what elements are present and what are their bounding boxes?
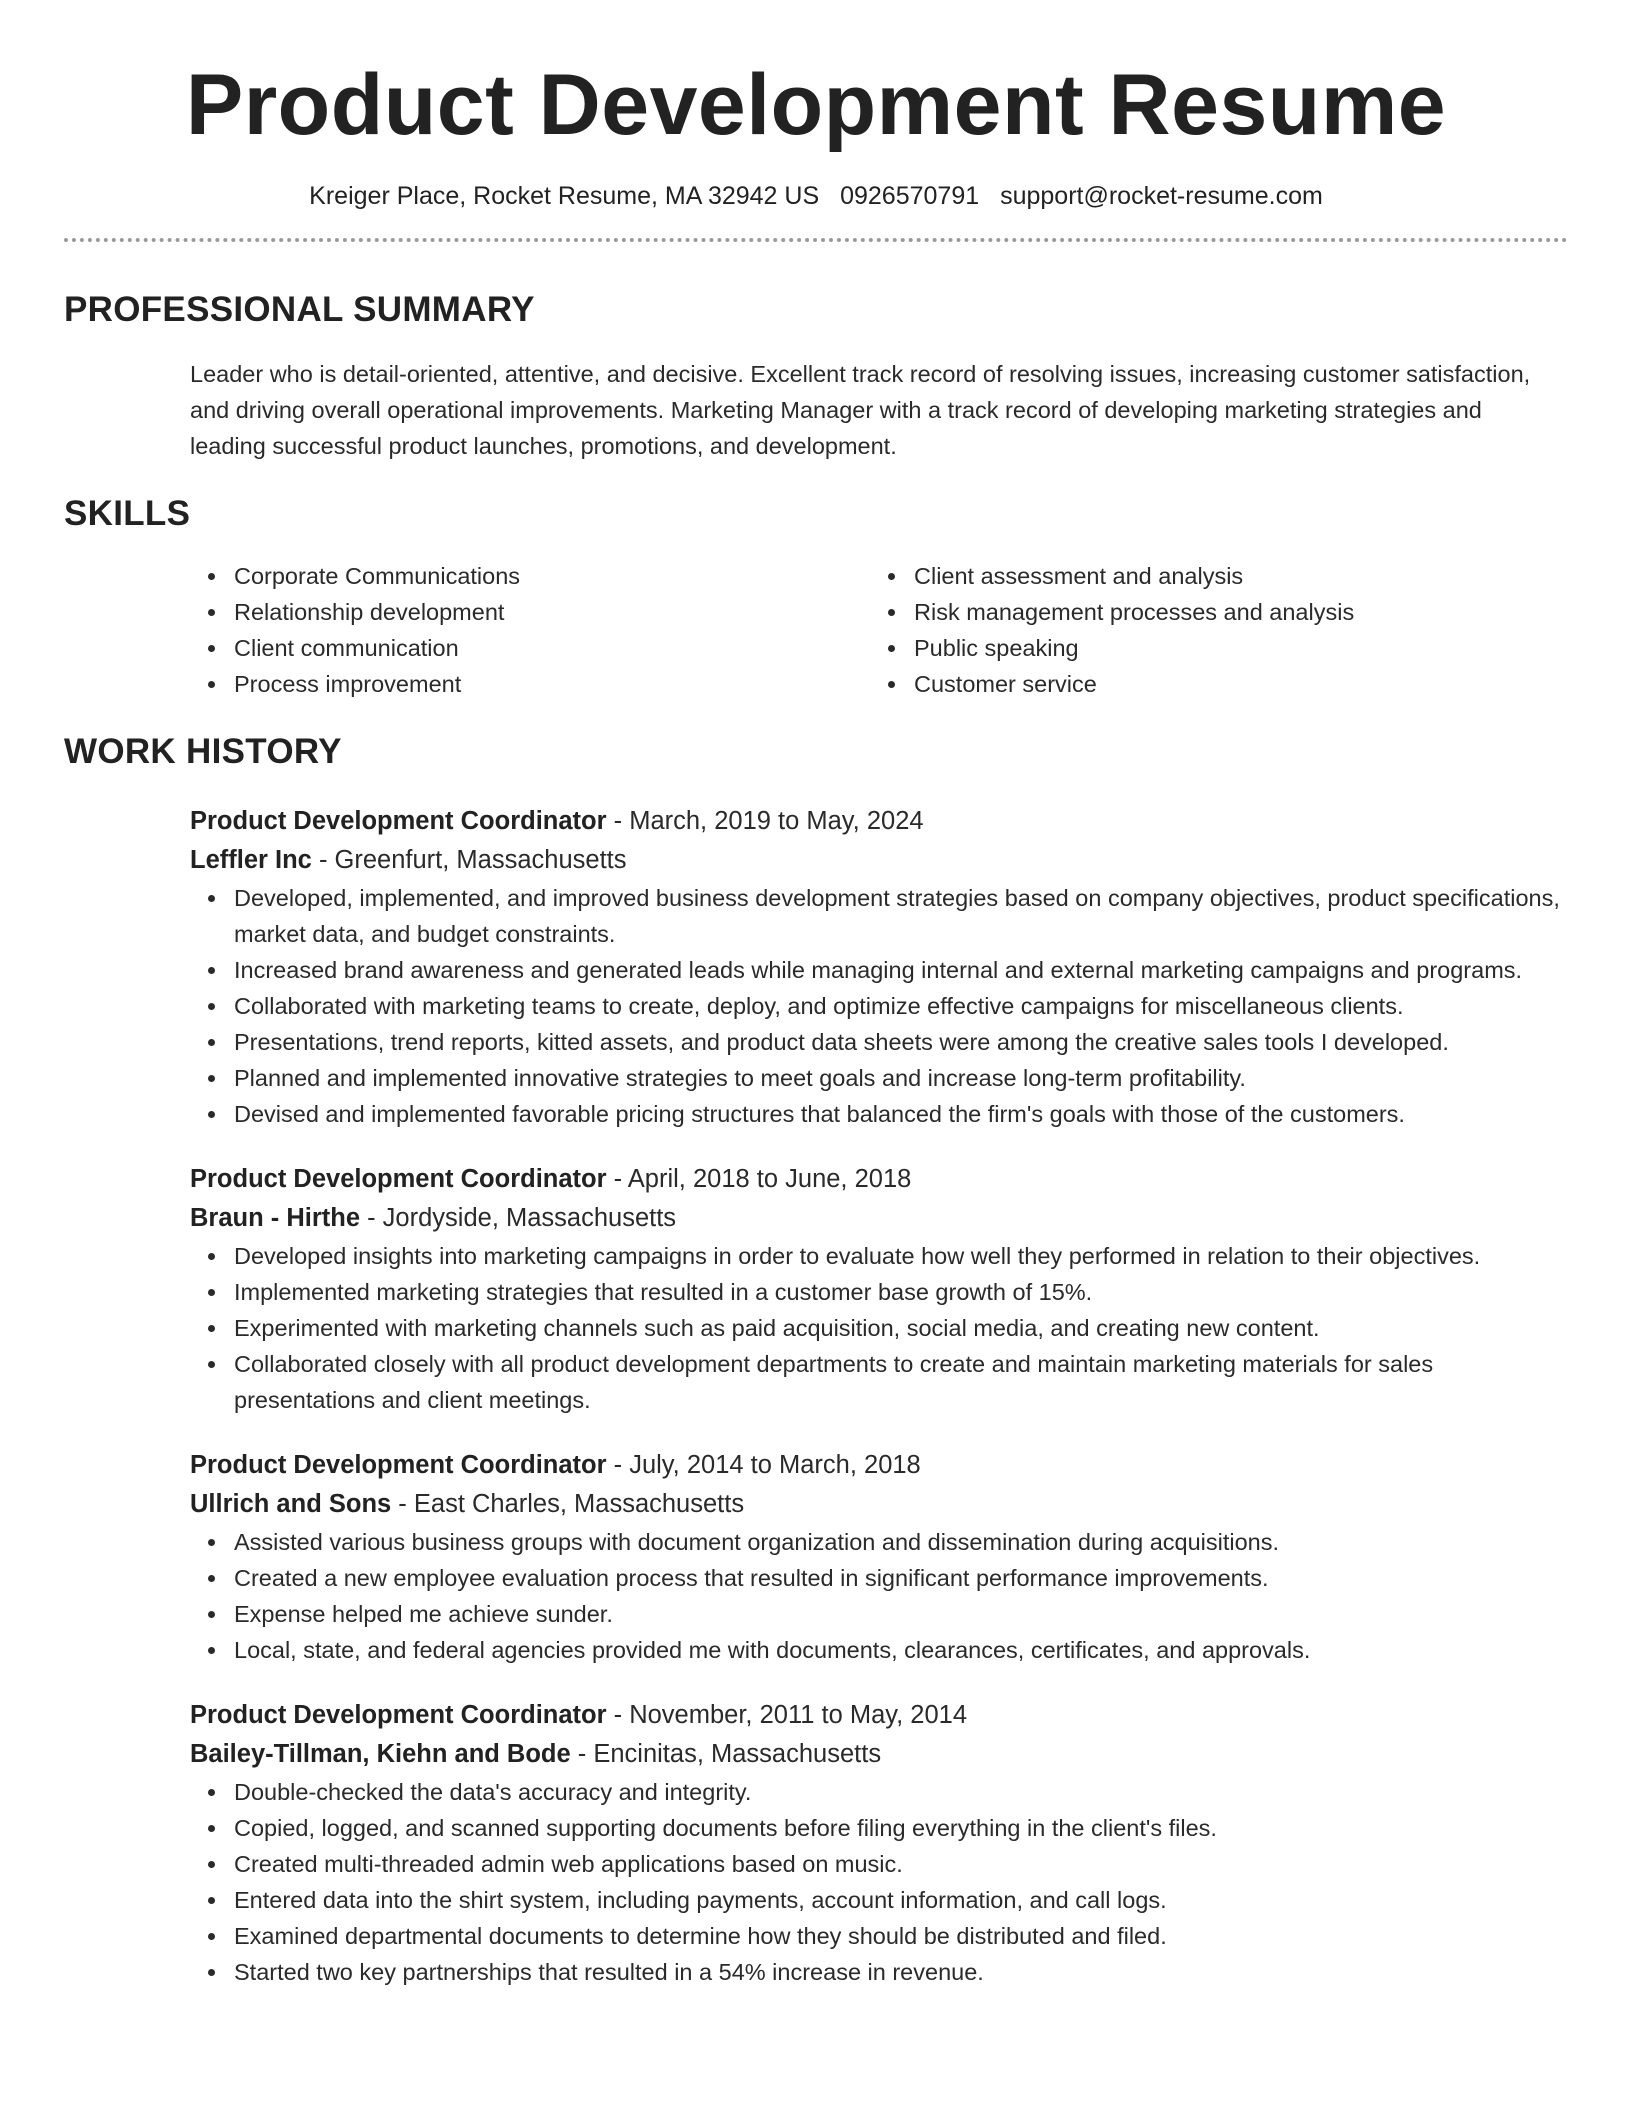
skill-item: Process improvement: [234, 666, 870, 702]
job-role: Product Development Coordinator: [190, 807, 607, 835]
job-location: - Encinitas, Massachusetts: [577, 1740, 882, 1768]
skills-column-left: [190, 558, 870, 702]
contact-address: Kreiger Place, Rocket Resume, MA 32942 US: [309, 182, 820, 210]
summary-text: Leader who is detail-oriented, attentive, and decisive. Excellent track record of resolving issues, increasing customer satisfaction, and driving overall operational improvements. Marketing Manager with a track record of developing marketing strategies and leading successful product launches, promotions, and development.: [190, 361, 1531, 459]
job-company-line: [190, 841, 1568, 880]
job-company: Ullrich and Sons: [190, 1490, 392, 1518]
skills-grid: [190, 558, 1568, 702]
job-dates: - November, 2011 to May, 2014: [613, 1701, 968, 1729]
skill-item: Public speaking: [914, 630, 1550, 666]
skill-item: Client communication: [234, 630, 870, 666]
work-history-section: [64, 730, 1568, 1990]
skills-column-right: [870, 558, 1550, 702]
job-bullets: [190, 880, 1568, 1132]
skill-item: Risk management processes and analysis: [914, 594, 1550, 630]
job-bullet: Collaborated with marketing teams to create, deploy, and optimize effective campaigns for miscellaneous clients.: [234, 988, 1568, 1024]
skill-item: Corporate Communications: [234, 558, 870, 594]
job-company: Braun - Hirthe: [190, 1204, 361, 1232]
job-bullet: Local, state, and federal agencies provided me with documents, clearances, certificates, and approvals.: [234, 1632, 1568, 1668]
job-entry: [190, 802, 1568, 1132]
job-bullet: Presentations, trend reports, kitted assets, and product data sheets were among the creative sales tools I developed.: [234, 1024, 1568, 1060]
job-title-line: [190, 1696, 1568, 1735]
job-role: Product Development Coordinator: [190, 1701, 607, 1729]
header-divider: [64, 238, 1568, 242]
job-bullet: Created multi-threaded admin web applications based on music.: [234, 1846, 1568, 1882]
job-title-line: [190, 1446, 1568, 1485]
job-location: - Jordyside, Massachusetts: [367, 1204, 677, 1232]
resume-page: [64, 0, 1568, 1990]
job-role: Product Development Coordinator: [190, 1165, 607, 1193]
job-dates: - March, 2019 to May, 2024: [613, 807, 924, 835]
skill-item: Customer service: [914, 666, 1550, 702]
job-bullet: Expense helped me achieve sunder.: [234, 1596, 1568, 1632]
job-company-line: [190, 1735, 1568, 1774]
section-title-skills: SKILLS: [64, 494, 191, 533]
job-bullet: Double-checked the data's accuracy and integrity.: [234, 1774, 1568, 1810]
job-bullet: Collaborated closely with all product development departments to create and maintain marketing materials for sales presentations and client meetings.: [234, 1346, 1568, 1418]
job-bullets: [190, 1524, 1568, 1668]
job-title-line: [190, 802, 1568, 841]
job-bullet: Increased brand awareness and generated leads while managing internal and external marketing campaigns and programs.: [234, 952, 1568, 988]
skills-section: [64, 492, 1568, 702]
job-dates: - April, 2018 to June, 2018: [613, 1165, 912, 1193]
skill-item: Relationship development: [234, 594, 870, 630]
job-bullet: Started two key partnerships that resulted in a 54% increase in revenue.: [234, 1954, 1568, 1990]
job-location: - East Charles, Massachusetts: [398, 1490, 745, 1518]
job-entry: [190, 1160, 1568, 1418]
job-bullet: Developed, implemented, and improved business development strategies based on company objectives, product specifications, market data, and budget constraints.: [234, 880, 1568, 952]
job-bullet: Developed insights into marketing campaigns in order to evaluate how well they performed in relation to their objectives.: [234, 1238, 1568, 1274]
section-title-work-history: WORK HISTORY: [64, 732, 342, 771]
job-dates: - July, 2014 to March, 2018: [613, 1451, 921, 1479]
job-title-line: [190, 1160, 1568, 1199]
contact-phone: 0926570791: [840, 182, 980, 210]
job-bullet: Created a new employee evaluation process that resulted in significant performance improvements.: [234, 1560, 1568, 1596]
job-bullets: [190, 1774, 1568, 1990]
job-role: Product Development Coordinator: [190, 1451, 607, 1479]
job-company-line: [190, 1199, 1568, 1238]
job-company: Leffler Inc: [190, 846, 312, 874]
job-bullet: Copied, logged, and scanned supporting documents before filing everything in the client's files.: [234, 1810, 1568, 1846]
job-bullet: Devised and implemented favorable pricing structures that balanced the firm's goals with those of the customers.: [234, 1096, 1568, 1132]
job-location: - Greenfurt, Massachusetts: [318, 846, 627, 874]
contact-email: support@rocket-resume.com: [1000, 182, 1323, 210]
job-bullets: [190, 1238, 1568, 1418]
job-entry: [190, 1696, 1568, 1990]
job-company: Bailey-Tillman, Kiehn and Bode: [190, 1740, 571, 1768]
job-bullet: Entered data into the shirt system, including payments, account information, and call logs.: [234, 1882, 1568, 1918]
contact-line: [64, 180, 1568, 212]
job-bullet: Implemented marketing strategies that resulted in a customer base growth of 15%.: [234, 1274, 1568, 1310]
job-bullet: Examined departmental documents to determine how they should be distributed and filed.: [234, 1918, 1568, 1954]
job-bullet: Experimented with marketing channels such as paid acquisition, social media, and creating new content.: [234, 1310, 1568, 1346]
skill-item: Client assessment and analysis: [914, 558, 1550, 594]
professional-summary-section: [64, 288, 1568, 464]
job-entry: [190, 1446, 1568, 1668]
resume-title: Product Development Resume: [185, 57, 1447, 153]
job-bullet: Assisted various business groups with document organization and dissemination during acquisitions.: [234, 1524, 1568, 1560]
job-company-line: [190, 1485, 1568, 1524]
job-bullet: Planned and implemented innovative strategies to meet goals and increase long-term profitability.: [234, 1060, 1568, 1096]
section-title-summary: PROFESSIONAL SUMMARY: [64, 290, 535, 329]
